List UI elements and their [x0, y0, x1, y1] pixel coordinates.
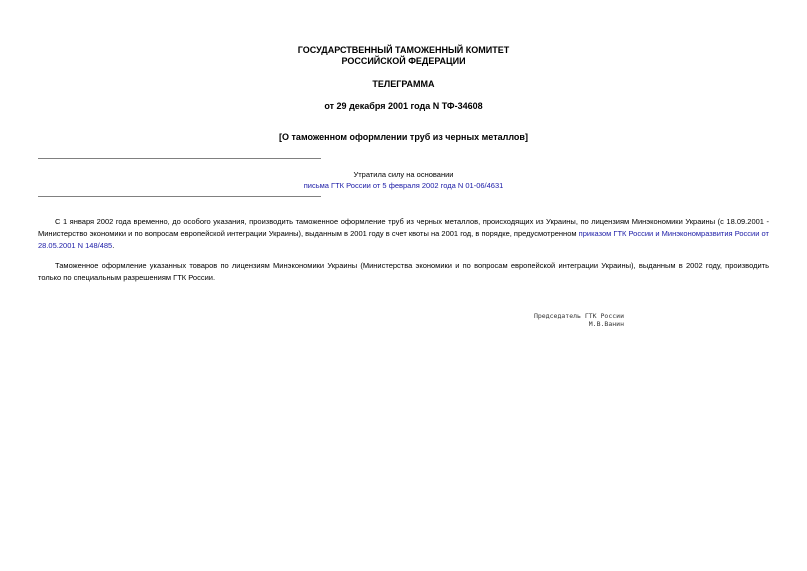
body-paragraph-2: Таможенное оформление указанных товаров по лицензиям Минэкономики Украины (Министерства экономики и по вопросам европейской интеграции Украины), выданным в 2002 году, производить только по специальным разрешениям ГТК России.	[38, 261, 769, 282]
issuing-authority-line-1: ГОСУДАРСТВЕННЫЙ ТАМОЖЕННЫЙ КОМИТЕТ	[297, 45, 510, 55]
paragraph-1-end: .	[112, 241, 115, 250]
signatory-name: М.В.Ванин	[588, 320, 624, 328]
repeal-notice	[200, 181, 607, 191]
body-paragraph-1	[38, 216, 769, 252]
document-type: ТЕЛЕГРАММА	[372, 79, 435, 89]
document-title: [О таможенном оформлении труб из черных металлов]	[279, 132, 528, 142]
order-link[interactable]: приказом ГТК России и Минэкономразвития России от 28.05.2001 N 148/485	[38, 229, 769, 250]
repeal-notice-label: Утратила силу на основании	[353, 170, 454, 179]
issuing-authority-line-2: РОССИЙСКОЙ ФЕДЕРАЦИИ	[341, 56, 466, 66]
divider-bottom	[38, 196, 321, 197]
document-date-number: от 29 декабря 2001 года N ТФ-34608	[324, 101, 483, 111]
repeal-letter-link[interactable]: письма ГТК России от 5 февраля 2002 года N 01-06/4631	[303, 181, 504, 190]
paragraph-1-text: С 1 января 2002 года временно, до особого указания, производить таможенное оформление труб из черных металлов, происходящих из Украины, по лицензиям Минэкономики Украины (с 18.09.2001 - Министерство экономики и по вопросам европейской интеграции Украины), выданным в 2001 году в счет квоты на 2001 год, в порядке, предусмотренном	[38, 217, 769, 238]
signatory-title: Председатель ГТК России	[533, 312, 624, 320]
issuing-authority	[0, 45, 807, 67]
divider-top	[38, 158, 321, 159]
